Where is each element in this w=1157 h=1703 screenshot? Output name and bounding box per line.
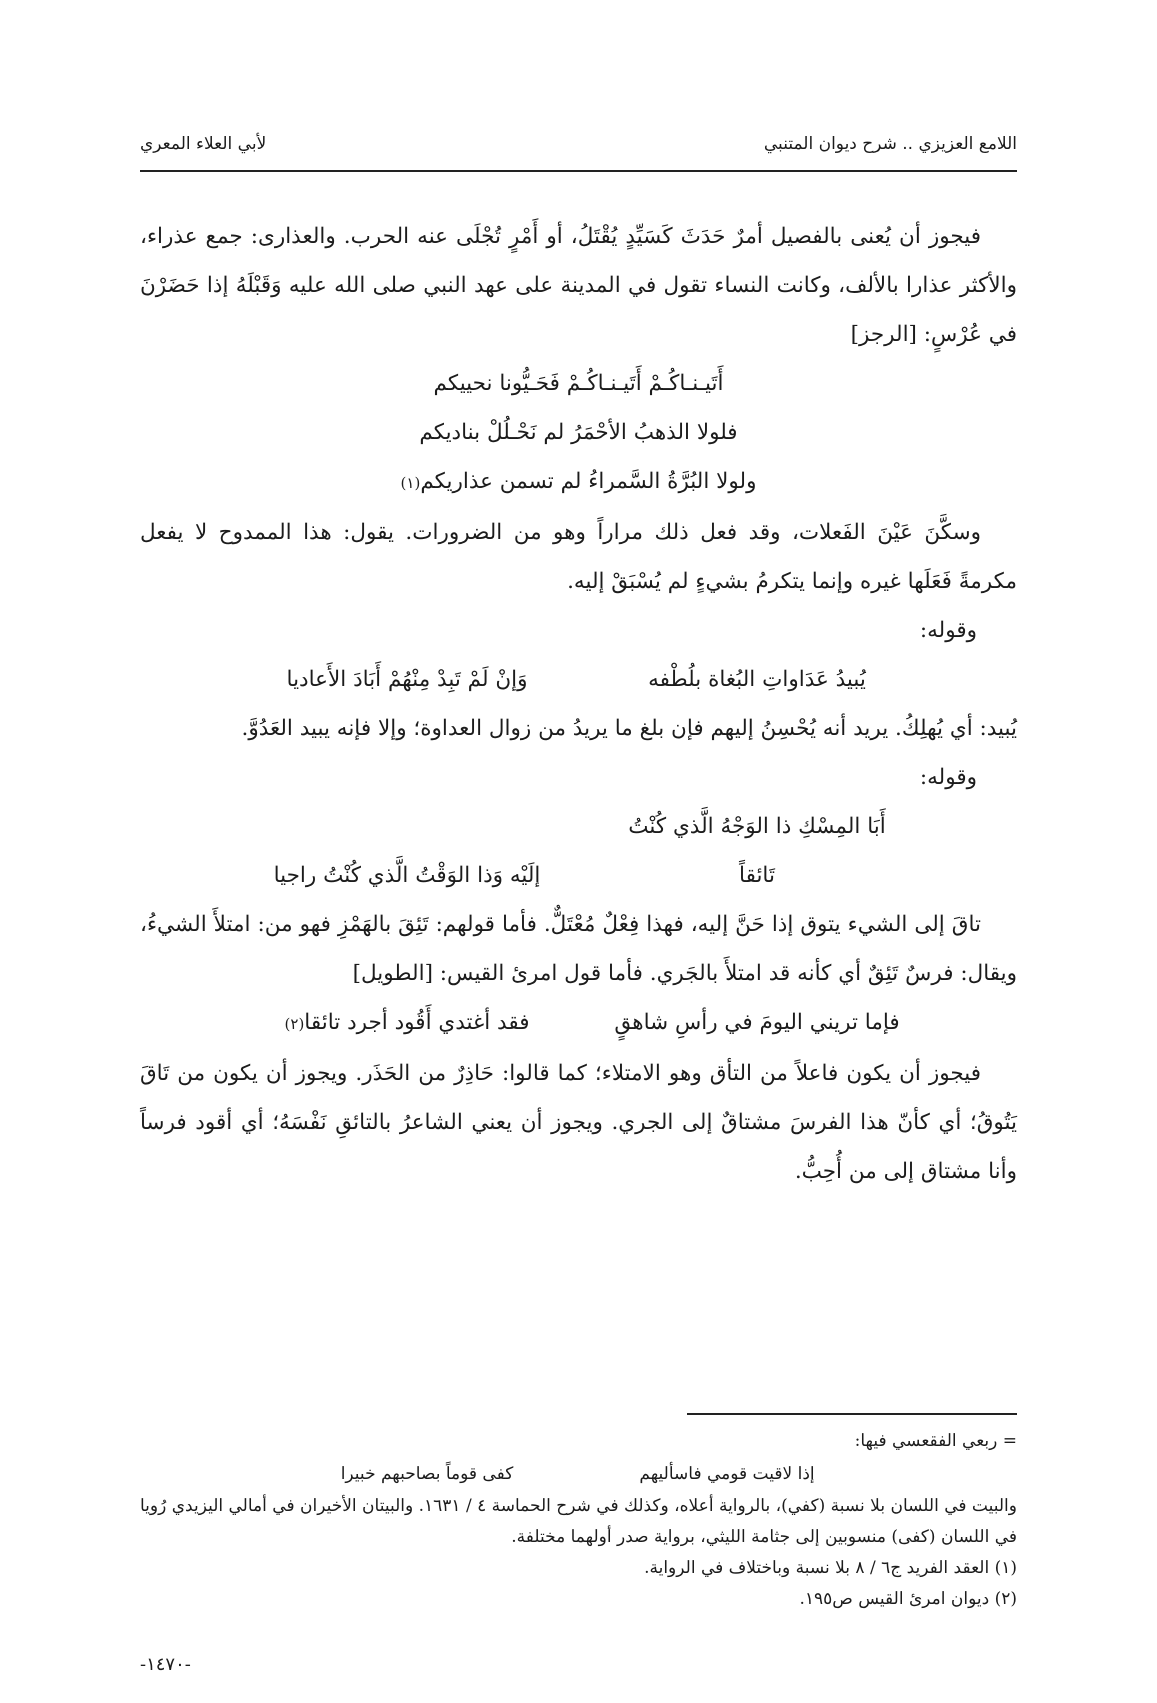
paragraph-4: تاقَ إلى الشيء يتوق إذا حَنَّ إليه، فهذا فِعْلٌ مُعْتَلٌّ. فأما قولهم: تَئِقَ بالهَمْزِ فهو من: امتلأَ الشيءُ، ويقال: فرسٌ تَئِقٌ أي كأنه قد امتلأَ بالجَري. فأما قول امرئ القيس: [الطويل]	[140, 912, 1017, 986]
running-header	[140, 128, 1017, 162]
verse-1	[140, 655, 1017, 704]
footnote-continuation-intro: = ربعي الفقعسي فيها:	[854, 1431, 1017, 1451]
rajaz-line-3	[140, 457, 1017, 508]
rajaz-line-2: فلولا الذهبُ الأحْمَرُ لم نَحْـلُلْ بناديكم	[419, 420, 738, 445]
paragraph-3: يُبيد: أي يُهلِكُ. يريد أنه يُحْسِنُ إليهم فإن بلغ ما يريدُ من زوال العداوة؛ وإلا فإنه يبيد العَدُوَّ.	[241, 716, 1017, 741]
verse-2	[140, 802, 1017, 900]
paragraph-5: فيجوز أن يكون فاعلاً من التأق وهو الامتلاء؛ كما قالوا: حَاذِرٌ من الحَذَر. ويجوز أن يكون من تَاقَ يَتُوقُ؛ أي كأنّ هذا الفرسَ مشتاقٌ إلى الجري. ويجوز أن يعني الشاعرُ بالتائقِ نَفْسَهُ؛ أي أقود فرساً وأنا مشتاق إلى من أُحِبُّ.	[140, 1061, 1017, 1184]
rajaz-line-1: أَتَيـنـاكُـمْ أَتَيـنـاكُـمْ فَحَـيُّونا نحييكم	[433, 371, 724, 396]
verse-1-first-hemistich: يُبيدُ عَدَاواتِ البُغاة بلُطْفه	[648, 667, 866, 692]
paragraph-1: فيجوز أن يُعنى بالفصيل أمرٌ حَدَثَ كَسَيِّدٍ يُقْتَلُ، أو أَمْرٍ تُجْلَى عنه الحرب. والعذارى: جمع عذراء، والأكثر عذارا بالألف، وكانت النساء تقول في المدينة على عهد النبي صلى الله عليه وَقَبْلَهُ إذا حَضَرْنَ في عُرْسٍ: [الرجز]	[140, 224, 1017, 347]
rajaz-line-3-text: ولولا البُرَّةُ السَّمراءُ لم تسمن عذاريكم	[420, 469, 757, 494]
footnote-2: (٢) ديوان امرئ القيس ص١٩٥.	[799, 1589, 1017, 1609]
footnote-ref-2: (٢)	[284, 1015, 305, 1033]
header-book-title: اللامع العزيزي .. شرح ديوان المتنبي	[763, 134, 1017, 154]
header-divider	[140, 170, 1017, 172]
verse-2-second-hemistich: إلَيْه وَذا الوَقْتُ الَّذي كُنْتُ راجيا	[273, 863, 541, 888]
footnote-continuation-text: والبيت في اللسان بلا نسبة (كفي)، بالرواية أعلاه، وكذلك في شرح الحماسة ٤ / ١٦٣١. والبيتان الأخيران في أمالي اليزيدي رُويا في اللسان (كفى) منسوبين إلى جثامة الليثي، برواية صدر أولهما مختلفة.	[140, 1496, 1017, 1547]
verse-3-first-hemistich: فإما تريني اليومَ في رأسِ شاهقٍ	[614, 1010, 900, 1035]
verse-3-second-hemistich	[247, 998, 607, 1049]
paragraph-2: وسكَّنَ عَيْنَ الفَعلات، وقد فعل ذلك مراراً وهو من الضرورات. يقول: هذا الممدوح لا يفعل مكرمةً فَعَلَها غيره وإنما يتكرمُ بشيءٍ لم يُسْبَقْ إليه.	[140, 520, 1017, 594]
footnote-verse-first-hemistich: إذا لاقيت قومي فاسأليهم	[639, 1464, 815, 1484]
verse-3	[140, 998, 1017, 1049]
header-author: لأبي العلاء المعري	[140, 134, 267, 154]
footnote-verse-second-hemistich: كفى قوماً بصاحبهم خبيرا	[340, 1464, 514, 1484]
footnotes	[140, 1426, 1017, 1615]
footnote-verse	[140, 1457, 1017, 1491]
page-number: -١٤٧٠-	[140, 1654, 191, 1675]
main-text	[140, 212, 1017, 1196]
verse-3-second-hemistich-text: فقد أغتدي أَقُود أجرد تائقا	[304, 1010, 530, 1035]
footnote-ref-1: (١)	[400, 474, 421, 492]
footnote-divider	[687, 1413, 1017, 1415]
quote-label-1: وقوله:	[919, 618, 977, 643]
verse-2-first-hemistich: أَبَا المِسْكِ ذا الوَجْهُ الَّذي كُنْتُ تَائقاً	[628, 814, 886, 888]
verse-1-second-hemistich: وَإنْ لَمْ تَبِدْ مِنْهُمْ أَبَادَ الأَعاديا	[286, 667, 528, 692]
quote-label-2: وقوله:	[919, 765, 977, 790]
footnote-1: (١) العقد الفريد ج٦ / ٨ بلا نسبة وباختلاف في الرواية.	[644, 1558, 1017, 1578]
